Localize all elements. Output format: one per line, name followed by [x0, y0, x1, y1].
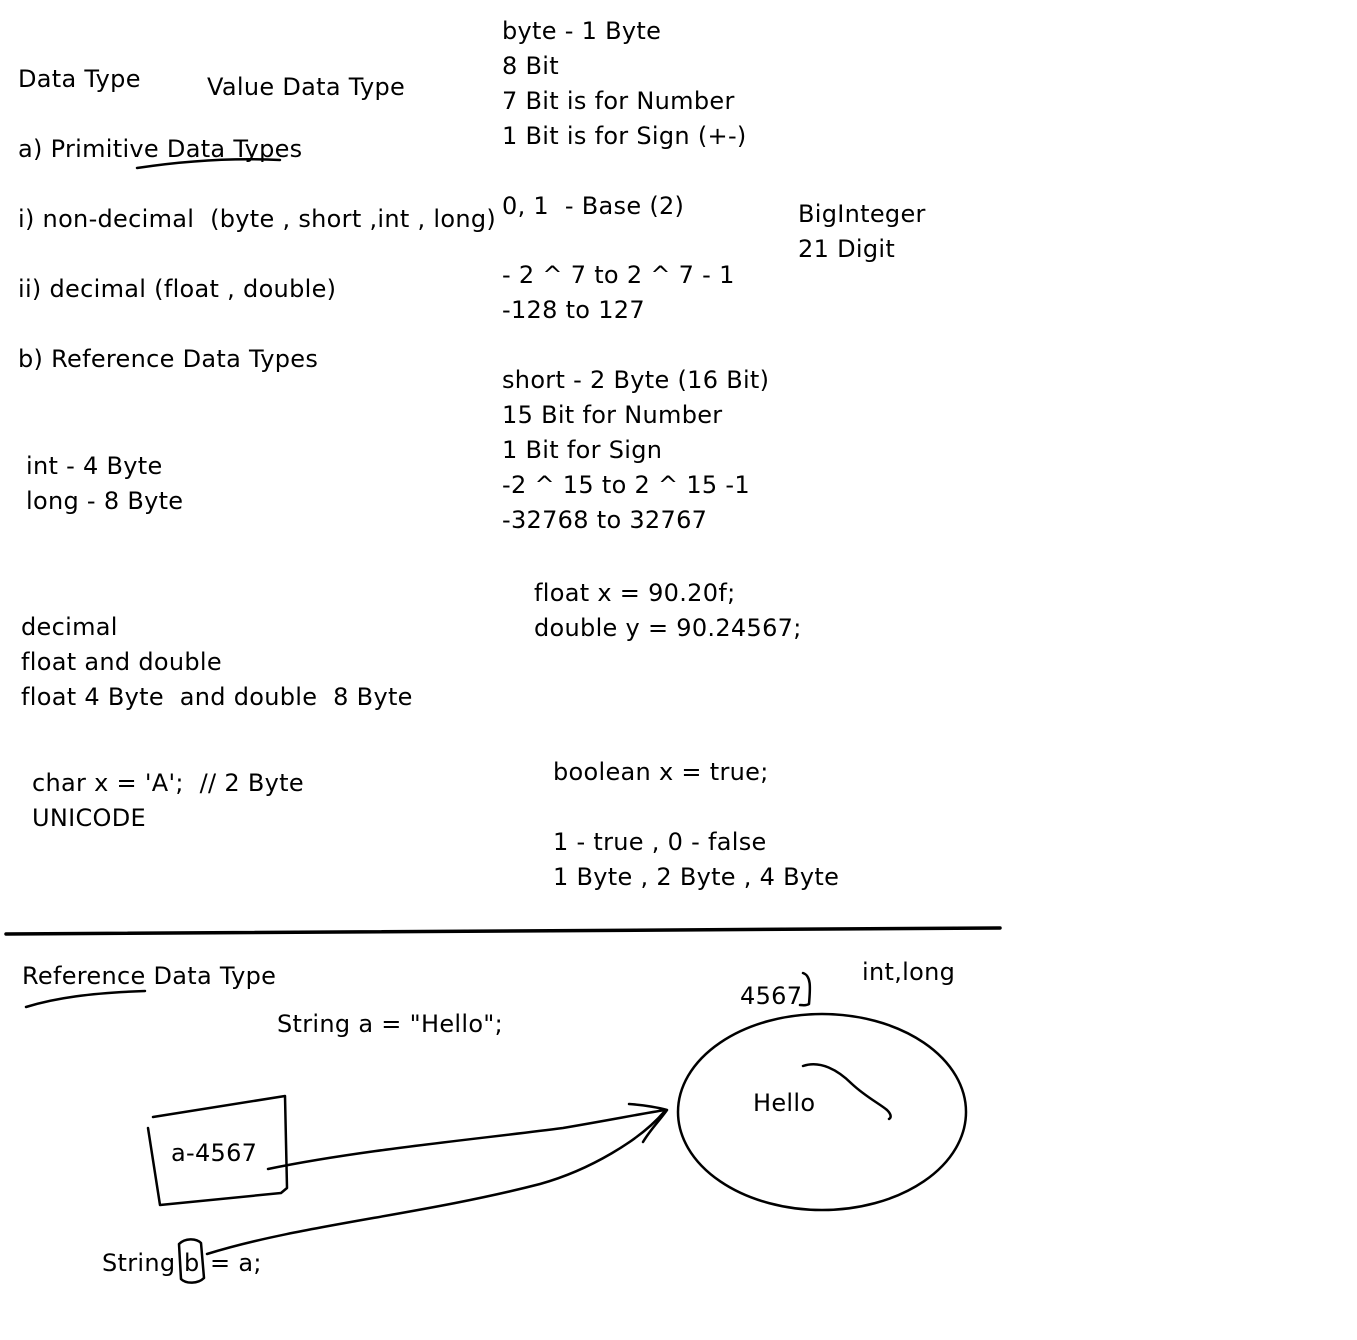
char-notes	[32, 766, 304, 836]
short-notes	[502, 363, 769, 538]
byte-bits-note: 8 Bit	[502, 52, 559, 80]
float-declaration: float x = 90.20f;	[534, 579, 736, 607]
boolean-sizes-note: 1 Byte , 2 Byte , 4 Byte	[553, 863, 840, 891]
arrow-a-to-object	[268, 1110, 665, 1169]
byte-notes	[502, 14, 747, 154]
base-two-note: 0, 1 - Base (2)	[502, 192, 685, 220]
unicode-note: UNICODE	[32, 804, 146, 832]
value-data-type-label: Value Data Type	[207, 73, 406, 101]
arrow-b-to-object	[207, 1112, 664, 1254]
decimal-note-sizes: float 4 Byte and double 8 Byte	[21, 683, 413, 711]
short-size-note: short - 2 Byte (16 Bit)	[502, 366, 770, 394]
short-sign-bit-note: 1 Bit for Sign	[502, 436, 663, 464]
biginteger-label: BigInteger	[798, 200, 926, 228]
section-divider	[6, 928, 1000, 934]
byte-size-note: byte - 1 Byte	[502, 17, 662, 45]
short-range-formula: -2 ^ 15 to 2 ^ 15 -1	[502, 471, 750, 499]
decimal-types: ii) decimal (float , double)	[18, 275, 337, 303]
heap-object-ellipse	[678, 1014, 966, 1210]
long-size-note: long - 8 Byte	[26, 487, 184, 515]
decimal-notes	[21, 610, 413, 715]
non-decimal-types: i) non-decimal (byte , short ,int , long)	[18, 205, 497, 233]
hello-scribble	[803, 1064, 891, 1119]
primitive-data-types-heading: a) Primitive Data Types	[18, 135, 303, 163]
decimal-note-types: float and double	[21, 648, 222, 676]
hello-object-value: Hello	[753, 1089, 816, 1117]
boolean-values-note: 1 - true , 0 - false	[553, 828, 767, 856]
float-double-declarations	[534, 576, 802, 646]
byte-sign-bit-note: 1 Bit is for Sign (+-)	[502, 122, 747, 150]
double-declaration: double y = 90.24567;	[534, 614, 802, 642]
arrow-a-head	[629, 1104, 667, 1142]
string-b-type: String	[102, 1249, 176, 1277]
byte-range-formula: - 2 ^ 7 to 2 ^ 7 - 1	[502, 261, 735, 289]
string-b-variable: b	[184, 1249, 200, 1277]
byte-number-bits-note: 7 Bit is for Number	[502, 87, 735, 115]
memory-address-label: 4567	[740, 982, 803, 1010]
decimal-note-title: decimal	[21, 613, 118, 641]
string-b-assignment: = a;	[210, 1249, 262, 1277]
byte-range-notes	[502, 258, 735, 328]
int-long-address-note: int,long	[862, 958, 956, 986]
biginteger-digits: 21 Digit	[798, 235, 896, 263]
boolean-notes	[553, 825, 839, 895]
char-declaration: char x = 'A'; // 2 Byte	[32, 769, 304, 797]
reference-data-type-heading: Reference Data Type	[22, 962, 277, 990]
data-type-label: Data Type	[18, 65, 141, 93]
string-a-declaration: String a = "Hello";	[277, 1010, 504, 1038]
int-size-note: int - 4 Byte	[26, 452, 163, 480]
reference-box-label: a-4567	[171, 1139, 258, 1167]
short-range-values: -32768 to 32767	[502, 506, 708, 534]
short-number-bits-note: 15 Bit for Number	[502, 401, 723, 429]
boolean-declaration: boolean x = true;	[553, 758, 769, 786]
biginteger-notes	[798, 197, 926, 267]
reference-data-types-heading: b) Reference Data Types	[18, 345, 319, 373]
int-long-notes	[26, 449, 183, 519]
byte-range-values: -128 to 127	[502, 296, 645, 324]
